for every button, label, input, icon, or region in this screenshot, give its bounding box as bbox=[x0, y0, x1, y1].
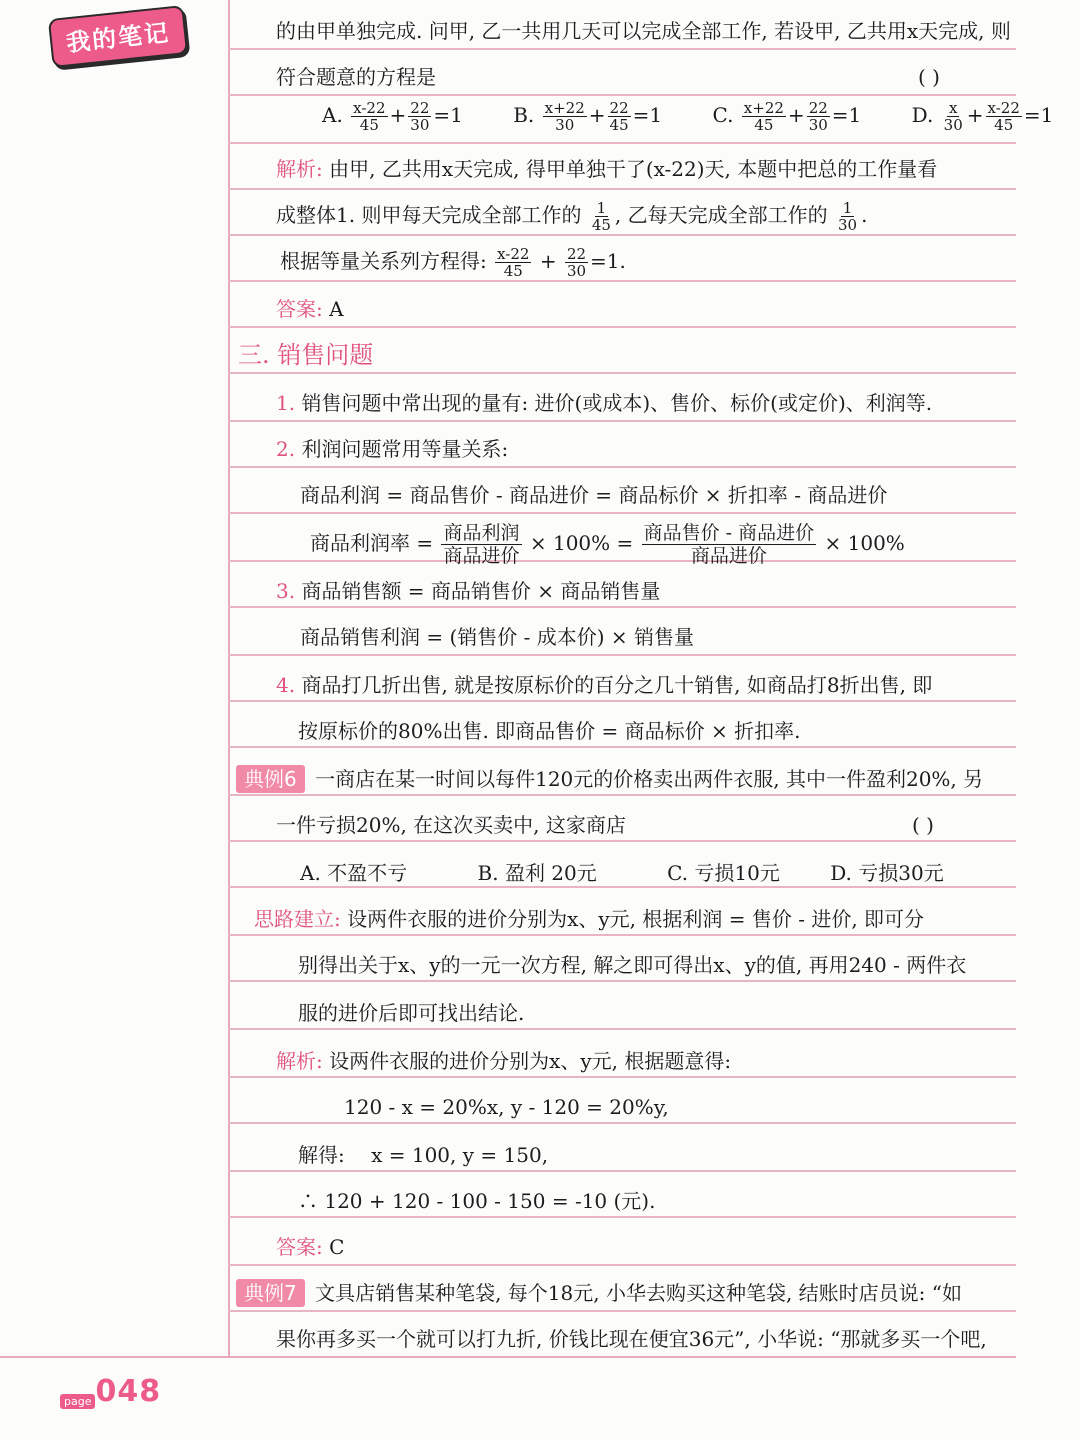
equals: =1 bbox=[831, 103, 862, 127]
formula-text: × 100% = bbox=[529, 531, 634, 555]
analysis-label: 解析: bbox=[276, 1049, 323, 1073]
numerator: 商品售价 - 商品进价 bbox=[643, 522, 815, 544]
denominator: 45 bbox=[609, 116, 629, 134]
fraction bbox=[565, 246, 588, 279]
rule-line bbox=[228, 466, 1016, 468]
analysis-text: 成整体1. 则甲每天完成全部工作的 bbox=[276, 203, 582, 227]
example-6-stem: 一件亏损20%, 在这次买卖中, 这家商店 bbox=[276, 813, 626, 837]
fraction bbox=[590, 200, 613, 233]
example-badge: 典例6 bbox=[236, 765, 305, 793]
example-badge: 典例7 bbox=[236, 1279, 305, 1307]
equals: =1 bbox=[433, 103, 463, 127]
answer-line bbox=[276, 1232, 344, 1262]
numerator: x-22 bbox=[497, 245, 530, 263]
denominator: 45 bbox=[591, 216, 611, 234]
point-number: 1. bbox=[276, 391, 296, 415]
therefore-line: ∴ 120 + 120 - 100 - 150 = -10 (元). bbox=[298, 1189, 656, 1213]
solve-text: x = 100, y = 150, bbox=[371, 1143, 549, 1167]
rule-line bbox=[228, 372, 1016, 374]
point-number: 4. bbox=[276, 673, 296, 697]
denominator: 30 bbox=[555, 116, 575, 134]
idea-line: 别得出关于x、y的一元一次方程, 解之即可得出x、y的值, 再用240 - 两件衣 bbox=[298, 953, 967, 977]
fraction bbox=[408, 100, 431, 133]
rule-line bbox=[228, 840, 1016, 842]
formula-text: × 100% bbox=[824, 531, 905, 555]
analysis-text: 设两件衣服的进价分别为x、y元, 根据题意得: bbox=[329, 1049, 732, 1073]
denominator: 30 bbox=[808, 116, 828, 134]
denominator: 商品进价 bbox=[690, 545, 767, 567]
bottom-rule bbox=[0, 1356, 1016, 1358]
numerator: 22 bbox=[808, 99, 828, 117]
formula-text: 商品利润率 = bbox=[310, 531, 434, 555]
answer-value: C bbox=[329, 1235, 345, 1259]
point-text: 利润问题常用等量关系: bbox=[301, 437, 509, 461]
formula-sales-profit: 商品销售利润 = (销售价 - 成本价) × 销售量 bbox=[300, 625, 695, 649]
denominator: 30 bbox=[410, 116, 430, 134]
numerator: x-22 bbox=[987, 99, 1020, 117]
option-letter: B. bbox=[513, 103, 535, 127]
stem-text: 符合题意的方程是 bbox=[276, 65, 436, 89]
option-b: B. 盈利 20元 bbox=[477, 861, 597, 885]
answer-label: 答案: bbox=[276, 1235, 323, 1259]
rule-line bbox=[228, 188, 1016, 190]
numerator: 22 bbox=[566, 245, 587, 263]
point-4-cont: 按原标价的80%出售. 即商品售价 = 商品标价 × 折扣率. bbox=[298, 719, 801, 743]
numerator: 商品利润 bbox=[443, 522, 520, 544]
analysis-line bbox=[276, 1046, 731, 1076]
margin-line bbox=[228, 0, 230, 1356]
numerator: x+22 bbox=[544, 99, 585, 117]
option-b bbox=[513, 100, 662, 133]
rule-line bbox=[228, 700, 1016, 702]
rule-line bbox=[228, 1264, 1016, 1266]
example-7-stem: 果你再多买一个就可以打九折, 价钱比现在便宜36元”, 小华说: “那就多买一个吧, bbox=[276, 1327, 987, 1351]
rule-line bbox=[228, 934, 1016, 936]
page-label: page bbox=[60, 1394, 95, 1409]
solve-label: 解得: bbox=[298, 1143, 345, 1167]
denominator: 30 bbox=[566, 262, 587, 280]
equals: =1. bbox=[590, 249, 626, 273]
denominator: 45 bbox=[503, 262, 523, 280]
rule-line bbox=[228, 746, 1016, 748]
answer-paren: ( ) bbox=[912, 813, 934, 837]
numerator: 1 bbox=[596, 199, 607, 217]
stem-text: 一商店在某一时间以每件120元的价格卖出两件衣服, 其中一件盈利20%, 另 bbox=[315, 767, 984, 791]
numerator: x bbox=[948, 99, 958, 117]
page-number bbox=[60, 1374, 161, 1409]
option-letter: C. bbox=[712, 103, 734, 127]
denominator: 30 bbox=[943, 116, 963, 134]
option-a: A. 不盈不亏 bbox=[300, 861, 408, 885]
rule-line bbox=[228, 280, 1016, 282]
numerator: x-22 bbox=[353, 99, 386, 117]
fraction bbox=[441, 522, 521, 567]
fraction bbox=[942, 100, 965, 133]
rule-line bbox=[228, 142, 1016, 144]
point-2 bbox=[276, 434, 508, 464]
rule-line bbox=[228, 980, 1016, 982]
option-d: D. 亏损30元 bbox=[830, 861, 944, 885]
rule-line bbox=[228, 1170, 1016, 1172]
analysis-label: 解析: bbox=[276, 157, 323, 181]
point-number: 2. bbox=[276, 437, 296, 461]
answer-value: A bbox=[329, 297, 344, 321]
fraction bbox=[986, 100, 1022, 133]
example-6-stem bbox=[236, 764, 983, 794]
fraction bbox=[642, 522, 817, 567]
rule-line bbox=[228, 654, 1016, 656]
rule-line bbox=[228, 48, 1016, 50]
denominator: 商品进价 bbox=[443, 545, 520, 567]
point-text: 商品销售额 = 商品销售价 × 商品销售量 bbox=[301, 579, 661, 603]
operator: + bbox=[389, 103, 407, 127]
fraction bbox=[351, 100, 387, 133]
rule-line bbox=[228, 1122, 1016, 1124]
point-1 bbox=[276, 388, 932, 418]
equals: =1 bbox=[632, 103, 663, 127]
operator: + bbox=[588, 103, 606, 127]
option-c bbox=[712, 100, 861, 133]
formula-profit-rate bbox=[310, 522, 905, 567]
numerator: x+22 bbox=[743, 99, 784, 117]
rule-line bbox=[228, 794, 1016, 796]
answer-paren: ( ) bbox=[918, 65, 940, 89]
section-heading: 三. 销售问题 bbox=[238, 341, 374, 369]
analysis-line bbox=[276, 154, 937, 184]
option-c: C. 亏损10元 bbox=[667, 861, 780, 885]
rule-line bbox=[228, 1028, 1016, 1030]
fraction bbox=[836, 200, 859, 233]
equation-line: 120 - x = 20%x, y - 120 = 20%y, bbox=[344, 1095, 669, 1119]
point-text: 销售问题中常出现的量有: 进价(或成本)、售价、标价(或定价)、利润等. bbox=[301, 391, 933, 415]
point-text: 商品打几折出售, 就是按原标价的百分之几十销售, 如商品打8折出售, 即 bbox=[301, 673, 933, 697]
question-stem-line bbox=[276, 62, 436, 92]
analysis-text: 由甲, 乙共用x天完成, 得甲单独干了(x-22)天, 本题中把总的工作量看 bbox=[329, 157, 938, 181]
idea-line: 服的进价后即可找出结论. bbox=[298, 1001, 525, 1025]
options-row bbox=[322, 100, 1053, 133]
fraction bbox=[543, 100, 587, 133]
fraction bbox=[495, 246, 531, 279]
page-number-value: 048 bbox=[95, 1374, 162, 1409]
rule-line bbox=[228, 1076, 1016, 1078]
equals: =1 bbox=[1023, 103, 1054, 127]
idea-line bbox=[254, 904, 924, 934]
rule-line bbox=[228, 1216, 1016, 1218]
option-a bbox=[322, 100, 463, 133]
operator: + bbox=[787, 103, 805, 127]
numerator: 22 bbox=[410, 99, 430, 117]
denominator: 45 bbox=[994, 116, 1014, 134]
rule-line bbox=[228, 1310, 1016, 1312]
answer-line bbox=[276, 294, 344, 324]
analysis-text: , 乙每天完成全部工作的 bbox=[614, 203, 828, 227]
numerator: 22 bbox=[609, 99, 629, 117]
rule-line bbox=[228, 420, 1016, 422]
fraction bbox=[742, 100, 786, 133]
rule-line bbox=[228, 512, 1016, 514]
stem-text: 文具店销售某种笔袋, 每个18元, 小华去购买这种笔袋, 结账时店员说: “如 bbox=[315, 1281, 963, 1305]
analysis-text: 根据等量关系列方程得: bbox=[280, 249, 487, 273]
rule-line bbox=[228, 94, 1016, 96]
point-number: 3. bbox=[276, 579, 296, 603]
rule-line bbox=[228, 234, 1016, 236]
fraction bbox=[807, 100, 830, 133]
question-stem-line: 的由甲单独完成. 问甲, 乙一共用几天可以完成全部工作, 若设甲, 乙共用x天完成, 则 bbox=[276, 19, 1011, 43]
example-7-stem bbox=[236, 1278, 962, 1308]
denominator: 45 bbox=[359, 116, 379, 134]
point-3 bbox=[276, 576, 660, 606]
rule-line bbox=[228, 606, 1016, 608]
option-letter: D. bbox=[911, 103, 934, 127]
options-row bbox=[300, 858, 944, 888]
denominator: 45 bbox=[754, 116, 774, 134]
solve-line bbox=[298, 1140, 548, 1170]
numerator: 1 bbox=[842, 199, 853, 217]
option-letter: A. bbox=[322, 103, 343, 127]
notebook-title-badge: 我的笔记 bbox=[48, 5, 188, 68]
answer-label: 答案: bbox=[276, 297, 323, 321]
denominator: 30 bbox=[837, 216, 858, 234]
analysis-line bbox=[276, 200, 867, 233]
idea-text: 设两件衣服的进价分别为x、y元, 根据利润 = 售价 - 进价, 即可分 bbox=[347, 907, 925, 931]
option-d bbox=[912, 100, 1054, 133]
rule-line bbox=[228, 326, 1016, 328]
fraction bbox=[608, 100, 631, 133]
idea-label: 思路建立: bbox=[254, 907, 341, 931]
formula-profit: 商品利润 = 商品售价 - 商品进价 = 商品标价 × 折扣率 - 商品进价 bbox=[300, 483, 888, 507]
analysis-text: . bbox=[861, 203, 868, 227]
operator: + bbox=[966, 103, 984, 127]
analysis-line bbox=[280, 246, 626, 279]
point-4 bbox=[276, 670, 932, 700]
operator: + bbox=[539, 249, 557, 273]
